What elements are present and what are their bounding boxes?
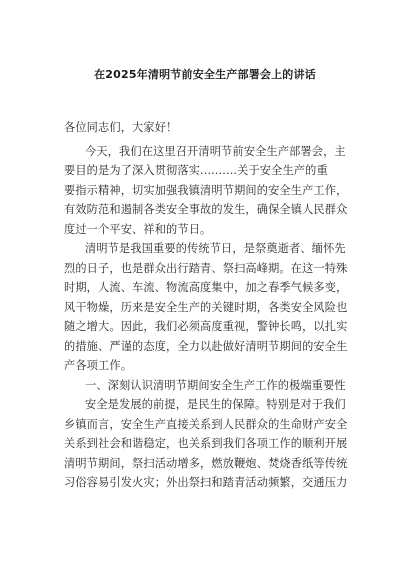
paragraph-line: 安全是发展的前提，是民生的保障。特别是对于我们	[85, 398, 346, 411]
paragraph-line: 度过一个平安、祥和的节日。	[64, 222, 212, 236]
paragraph-line: 习俗容易引发火灾；外出祭扫和踏青活动频繁，交通压力	[64, 476, 348, 489]
paragraph-line: 清明节是我国重要的传统节日，是祭奠逝者、缅怀先	[85, 242, 346, 255]
paragraph-line: 产各项工作。	[64, 359, 133, 372]
paragraph-line: 时期，人流、车流、物流高度集中，加之春季气候多变，	[64, 281, 348, 294]
paragraph-line: 要指示精神，切实加强我镇清明节期间的安全生产工作，	[64, 183, 348, 197]
section-heading: 一、深刻认识清明节期间安全生产工作的极端重要性	[85, 378, 346, 392]
paragraph-line: 的措施、严谨的态度，全力以赴做好清明节期间的安全生	[64, 339, 348, 353]
greeting-line: 各位同志们，大家好！	[64, 121, 178, 134]
paragraph-line: 今天，我们在这里召开清明节前安全生产部署会，主	[85, 144, 346, 158]
paragraph-line: 风干物燥，历来是安全生产的关键时期，各类安全风险也	[64, 300, 348, 314]
paragraph-line: 随之增大。因此，我们必须高度重视，警钟长鸣，以扎实	[64, 320, 348, 333]
paragraph-line: 关系到社会和谐稳定，也关系到我们各项工作的顺利开展	[64, 437, 348, 450]
paragraph-line: 乡镇而言，安全生产直接关系到人民群众的生命财产安全	[64, 417, 348, 431]
paragraph-line: 要目的是为了深入贯彻落实..........关于安全生产的重	[64, 164, 328, 177]
paragraph-line: 烈的日子，也是群众出行踏青、祭扫高峰期。在这一特殊	[64, 261, 348, 275]
paragraph-line: 清明节期间，祭扫活动增多，燃放鞭炮、焚烧香纸等传统	[64, 456, 348, 470]
document-body	[64, 118, 354, 493]
paragraph-line: 有效防范和遏制各类安全事故的发生，确保全镇人民群众	[64, 203, 348, 216]
document-title: 在2025年清明节前安全生产部署会上的讲话	[94, 68, 316, 81]
